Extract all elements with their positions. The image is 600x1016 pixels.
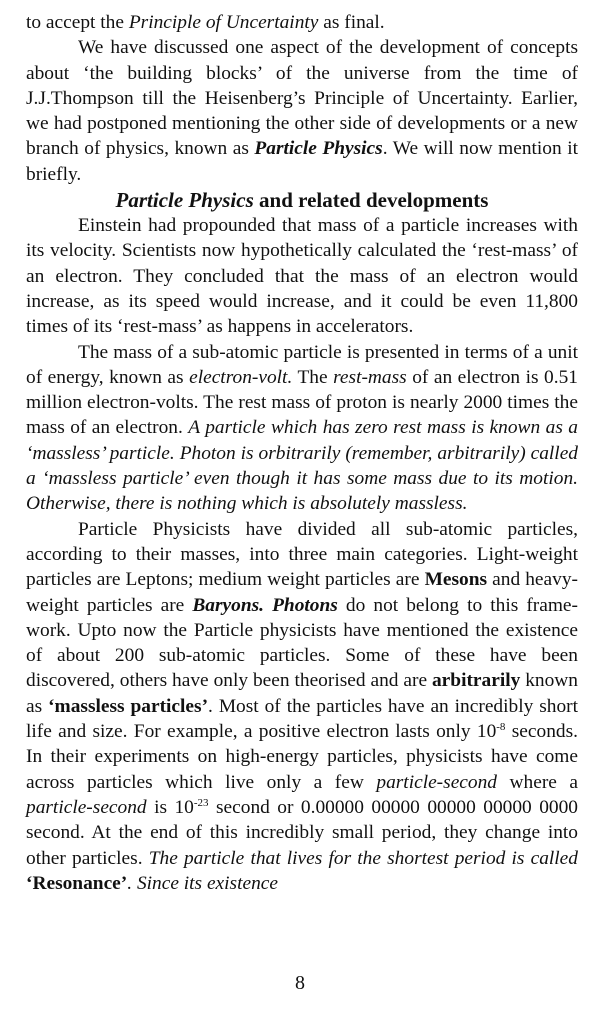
section-heading [26, 187, 578, 213]
text-run: of an electron is 0.51 million electron-volts. The rest mass of proton is nearly 2000 times the mass of an electron. [26, 366, 578, 439]
exponent: -8 [496, 721, 506, 734]
text-run: . We will now mention it briefly. [26, 138, 578, 185]
text-run: The mass of a sub-atomic particle is presented in terms of a unit of energy, known as [26, 341, 578, 388]
paragraph-categories [26, 517, 578, 896]
text-run: The [292, 366, 334, 388]
bold-term: ‘massless particles’ [48, 695, 209, 717]
heading-text: and related developments [253, 188, 489, 213]
text-run: to accept the [26, 12, 129, 33]
paragraph-einstein [26, 213, 578, 339]
italic-term: particle-second [26, 796, 147, 818]
text-run: where a [497, 771, 579, 793]
text-run: seconds. In their experiments on high-energy particles, physicists have come across particles which live only a few [26, 721, 578, 793]
paragraph-intro [26, 35, 578, 187]
text-run: . Most of the particles have an incredibly short life and size. For example, a positive electron lasts only 10 [26, 695, 578, 743]
italic-term: particle-second [376, 771, 497, 793]
paragraph-electron-volt [26, 340, 578, 517]
text-run: second or 0.00000 00000 00000 00000 0000 second. At the end of this incredibly small period, they change into other particles. [26, 796, 578, 869]
page-number: 8 [295, 972, 305, 994]
text-run: and heavy-weight particles are [26, 569, 578, 616]
italic-passage: A particle which has zero rest mass is known as a ‘massless’ particle. Photon is orbitrarily (remember, arbitrarily) called a ‘massless particle’ even though it has some mass due to its motion. Otherwise, there is nothing which is absolutely massless. [26, 417, 578, 515]
text-run: do not belong to this frame-work. Upto now the Particle physicists have mentioned the existence of about 200 sub-atomic particles. Some of these have been discovered, others have only been theorised and are [26, 594, 578, 692]
bold-term: ‘Resonance’ [26, 872, 128, 894]
italic-term: rest-mass [333, 366, 407, 388]
body-text [26, 10, 578, 896]
italic-passage: . Since its existence [127, 872, 279, 894]
text-run: is 10 [146, 796, 194, 818]
text-run: Particle Physicists have divided all sub-atomic particles, according to their masses, into three main categories. Light-weight particles are Leptons; medium weight particles are [26, 518, 578, 591]
bold-term: arbitrarily [431, 670, 521, 692]
exponent: -23 [193, 796, 209, 809]
bold-term: Mesons [424, 569, 488, 591]
text-run: We have discussed one aspect of the development of concepts about ‘the building blocks’ of the universe from the time of J.J.Thompson till the Heisenberg’s Principle of Uncertainty. Earlier, we had postponed mentioning the other side of developments or a new branch of physics, known as [26, 37, 578, 160]
paragraph-continuation [26, 10, 578, 35]
heading-italic: Particle Physics [115, 188, 254, 213]
italic-passage: The particle that lives for the shortest period is called [148, 847, 578, 869]
text-run: as final. [318, 12, 385, 33]
italic-term: electron-volt. [189, 366, 293, 388]
italic-term: Principle of Uncertainty [128, 12, 319, 33]
bold-italic-term: Particle Physics [254, 138, 383, 160]
text-run: Einstein had propounded that mass of a particle increases with its velocity. Scientists now hypothetically calculated the ‘rest-mass’ of an electron. They concluded that the mass of an electron would increase, as its speed would increase, and it could be even 11,800 times of its ‘rest-mass’ as happens in accelerators. [26, 215, 578, 338]
text-run: known as [26, 670, 578, 717]
bold-italic-term: Baryons. Photons [192, 594, 338, 616]
